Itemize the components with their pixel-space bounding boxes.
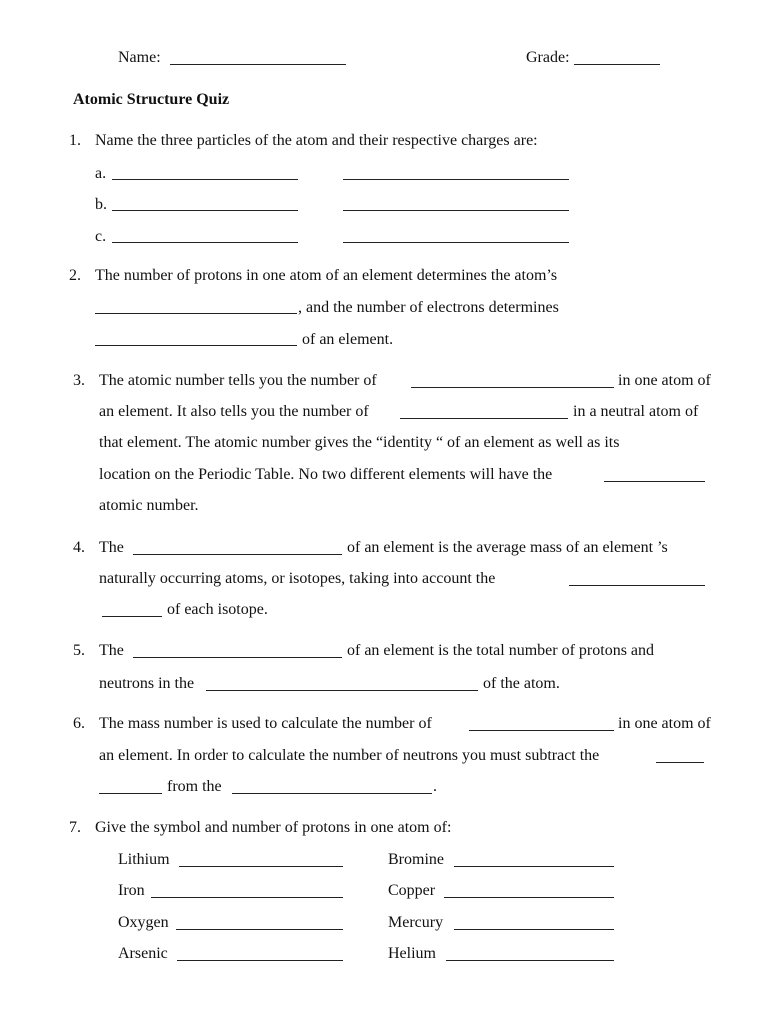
grade-field[interactable] xyxy=(574,64,660,65)
q1-b-particle-blank[interactable] xyxy=(112,210,298,211)
q1-text: Name the three particles of the atom and their respective charges are: xyxy=(95,132,538,149)
q4-line2: naturally occurring atoms, or isotopes, taking into account the xyxy=(99,570,496,587)
q7-element-copper: Copper xyxy=(388,882,436,899)
q7-element-bromine: Bromine xyxy=(388,851,444,868)
q6-line3b: . xyxy=(433,778,437,795)
q2-line2: , and the number of electrons determines xyxy=(298,299,559,316)
q3-line1a: The atomic number tells you the number of xyxy=(99,372,377,389)
q6-line2: an element. In order to calculate the number of neutrons you must subtract the xyxy=(99,747,600,764)
q4-number: 4. xyxy=(73,539,85,556)
q7-helium-blank[interactable] xyxy=(446,960,614,961)
q7-element-mercury: Mercury xyxy=(388,914,444,931)
q3-blank-3[interactable] xyxy=(604,481,705,482)
q5-line2a: neutrons in the xyxy=(99,675,195,692)
q1-a-charge-blank[interactable] xyxy=(343,179,569,180)
q1-c-particle-blank[interactable] xyxy=(112,242,298,243)
q7-element-oxygen: Oxygen xyxy=(118,914,169,931)
q1-b-charge-blank[interactable] xyxy=(343,210,569,211)
q6-blank-3[interactable] xyxy=(232,793,432,794)
q3-line3: that element. The atomic number gives the “identity “ of an element as well as its xyxy=(99,434,620,451)
q7-mercury-blank[interactable] xyxy=(454,929,614,930)
name-label: Name: xyxy=(118,49,161,66)
q2-blank-2[interactable] xyxy=(95,345,297,346)
q3-blank-1[interactable] xyxy=(411,387,614,388)
q6-blank-2b[interactable] xyxy=(99,793,162,794)
q6-line3a: from the xyxy=(167,778,222,795)
q4-blank-2a[interactable] xyxy=(569,585,705,586)
q5-line1a: The xyxy=(99,642,124,659)
q1-option-a-label: a. xyxy=(95,165,107,182)
q7-element-lithium: Lithium xyxy=(118,851,170,868)
q4-blank-1[interactable] xyxy=(133,554,342,555)
q3-line1b: in one atom of xyxy=(618,372,711,389)
q3-number: 3. xyxy=(73,372,85,389)
q7-lithium-blank[interactable] xyxy=(179,866,343,867)
q4-line1b: of an element is the average mass of an element ’s xyxy=(347,539,668,556)
q3-line4: location on the Periodic Table. No two different elements will have the xyxy=(99,466,553,483)
q5-line1b: of an element is the total number of protons and xyxy=(347,642,655,659)
q5-blank-2[interactable] xyxy=(206,690,478,691)
q1-number: 1. xyxy=(69,132,81,149)
q7-arsenic-blank[interactable] xyxy=(177,960,343,961)
q3-blank-2[interactable] xyxy=(400,418,568,419)
q1-a-particle-blank[interactable] xyxy=(112,179,298,180)
q7-bromine-blank[interactable] xyxy=(454,866,614,867)
q4-line3: of each isotope. xyxy=(167,601,268,618)
q2-line3: of an element. xyxy=(302,331,394,348)
q5-line2b: of the atom. xyxy=(483,675,560,692)
q6-number: 6. xyxy=(73,715,85,732)
q7-element-iron: Iron xyxy=(118,882,145,899)
q6-blank-1[interactable] xyxy=(469,730,614,731)
page-title: Atomic Structure Quiz xyxy=(73,91,230,108)
q7-oxygen-blank[interactable] xyxy=(176,929,343,930)
q1-option-c-label: c. xyxy=(95,228,107,245)
q7-copper-blank[interactable] xyxy=(444,897,614,898)
q1-option-b-label: b. xyxy=(95,196,107,213)
q3-line5: atomic number. xyxy=(99,497,199,514)
q5-number: 5. xyxy=(73,642,85,659)
q4-line1a: The xyxy=(99,539,124,556)
q2-number: 2. xyxy=(69,267,81,284)
q7-text: Give the symbol and number of protons in one atom of: xyxy=(95,819,452,836)
q7-element-arsenic: Arsenic xyxy=(118,945,168,962)
q3-line2a: an element. It also tells you the number of xyxy=(99,403,369,420)
q6-line1a: The mass number is used to calculate the number of xyxy=(99,715,432,732)
q5-blank-1[interactable] xyxy=(133,657,342,658)
q7-number: 7. xyxy=(69,819,81,836)
q3-line2b: in a neutral atom of xyxy=(573,403,699,420)
q4-blank-2b[interactable] xyxy=(102,616,162,617)
q6-blank-2a[interactable] xyxy=(656,762,704,763)
q7-element-helium: Helium xyxy=(388,945,436,962)
grade-label: Grade: xyxy=(526,49,570,66)
q2-line1: The number of protons in one atom of an element determines the atom’s xyxy=(95,267,558,284)
q2-blank-1[interactable] xyxy=(95,313,297,314)
name-field[interactable] xyxy=(170,64,346,65)
q6-line1b: in one atom of xyxy=(618,715,711,732)
q7-iron-blank[interactable] xyxy=(151,897,343,898)
q1-c-charge-blank[interactable] xyxy=(343,242,569,243)
